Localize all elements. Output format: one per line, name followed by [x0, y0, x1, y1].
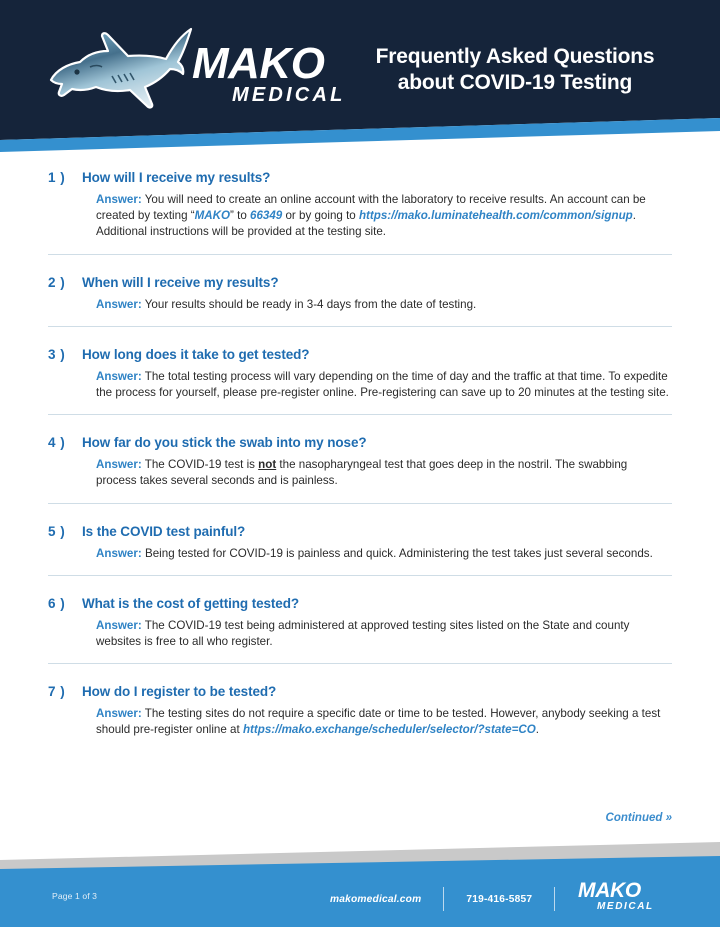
footer-website-link[interactable]: makomedical.com [330, 893, 422, 905]
faq-answer [96, 699, 670, 738]
faq-answer-text: or by going to [282, 209, 359, 223]
faq-answer-label: Answer: [96, 618, 142, 632]
faq-question-text: How will I receive my results? [82, 170, 271, 185]
faq-answer-highlight[interactable]: https://mako.luminatehealth.com/common/signup [358, 209, 633, 223]
faq-question-text: How long does it take to get tested? [82, 346, 310, 362]
brand-wordmark-medical: MEDICAL [232, 84, 346, 106]
page-title-line-1: Frequently Asked Questions [375, 45, 655, 68]
faq-answer-label: Answer: [96, 193, 142, 206]
footer-wordmark-mako: MAKO [578, 879, 641, 902]
faq-answer-text: The total testing process will vary depending on the time of day and the traffic at that time. To expedite the process for yourself, please pre-register online. Pre-registering can save up to 20 minutes at the testing site. [96, 369, 669, 400]
faq-answer-text: The testing sites do not require a specific date or time to be tested. However, anybody seeking a test should pre-register online at [96, 707, 661, 737]
faq-answer-text: The COVID-19 test being administered at approved testing sites listed on the State and county websites is free to all who register. [96, 618, 630, 649]
faq-question-row [48, 664, 672, 699]
faq-item [0, 576, 720, 650]
faq-question-number: 7 ) [48, 684, 66, 700]
faq-answer-highlight[interactable]: MAKO [194, 209, 231, 223]
faq-answer-label: Answer: [96, 458, 142, 472]
faq-question-number: 2 ) [48, 274, 66, 290]
page-title [355, 44, 675, 96]
faq-question-row [48, 150, 672, 185]
brand-wordmark [192, 39, 372, 106]
faq-answer-text: Being tested for COVID-19 is painless and quick. Administering the test takes just several seconds. [144, 546, 653, 560]
faq-answer-text: The COVID-19 test is [144, 458, 259, 472]
footer-divider-2 [554, 887, 555, 911]
faq-question-text: When will I receive my results? [82, 274, 279, 290]
page-header [0, 0, 720, 150]
faq-question-text: What is the cost of getting tested? [82, 595, 300, 611]
faq-answer-text: You will need to create an online account with the laboratory to receive results. An account can be created by texting “ [96, 193, 646, 223]
footer-brand-logo [578, 881, 654, 913]
faq-question-text: How far do you stick the swab into my nose? [82, 435, 367, 451]
faq-answer-emphasis: not [258, 458, 277, 472]
faq-question-text: Is the COVID test painful? [82, 523, 246, 539]
faq-answer-highlight[interactable]: https://mako.exchange/scheduler/selector/?state=CO [242, 723, 536, 737]
faq-answer [96, 362, 670, 401]
brand-wordmark-mako: MAKO [192, 39, 325, 88]
faq-answer-text: . Additional instructions will be provided at the testing site. [96, 209, 636, 239]
faq-question-row [48, 504, 672, 539]
continued-label: Continued » [605, 812, 672, 824]
faq-question-row [48, 255, 672, 290]
faq-question-row [48, 327, 672, 362]
faq-question-number: 6 ) [48, 595, 66, 611]
footer-phone-number[interactable]: 719-416-5857 [466, 893, 533, 905]
faq-answer-label: Answer: [96, 707, 142, 721]
faq-question-text: How do I register to be tested? [82, 684, 277, 700]
faq-item [0, 150, 720, 241]
faq-answer-text: Your results should be ready in 3-4 days from the date of testing. [144, 297, 477, 311]
faq-question-row [48, 576, 672, 611]
footer-wordmark-medical: MEDICAL [597, 901, 654, 912]
faq-question-number: 4 ) [48, 435, 66, 451]
faq-answer-text: ” to [230, 209, 251, 223]
faq-item [0, 255, 720, 313]
faq-answer [96, 290, 670, 313]
faq-question-number: 1 ) [48, 170, 66, 185]
footer-divider-1 [443, 887, 444, 911]
faq-answer-label: Answer: [96, 297, 142, 311]
faq-item [0, 664, 720, 738]
faq-question-number: 3 ) [48, 346, 66, 362]
faq-answer-label: Answer: [96, 546, 142, 560]
faq-item [0, 415, 720, 489]
faq-item [0, 327, 720, 401]
page-footer [0, 839, 720, 927]
faq-answer-text: . [535, 723, 540, 737]
page-title-line-2: about COVID-19 Testing [397, 71, 633, 94]
faq-answer [96, 185, 670, 241]
faq-list [0, 150, 720, 739]
faq-item [0, 504, 720, 562]
page-number-label: Page 1 of 3 [52, 891, 98, 901]
faq-question-row [48, 415, 672, 450]
faq-answer-highlight[interactable]: 66349 [250, 209, 283, 223]
faq-answer-label: Answer: [96, 369, 142, 383]
faq-answer-text: the nasopharyngeal test that goes deep in the nostril. The swabbing process takes several seconds and is painless. [96, 458, 628, 488]
faq-answer [96, 450, 670, 489]
faq-answer [96, 539, 670, 562]
brand-logo [42, 18, 346, 118]
faq-answer [96, 611, 670, 650]
faq-question-number: 5 ) [48, 523, 66, 539]
shark-logo-icon [42, 26, 194, 118]
